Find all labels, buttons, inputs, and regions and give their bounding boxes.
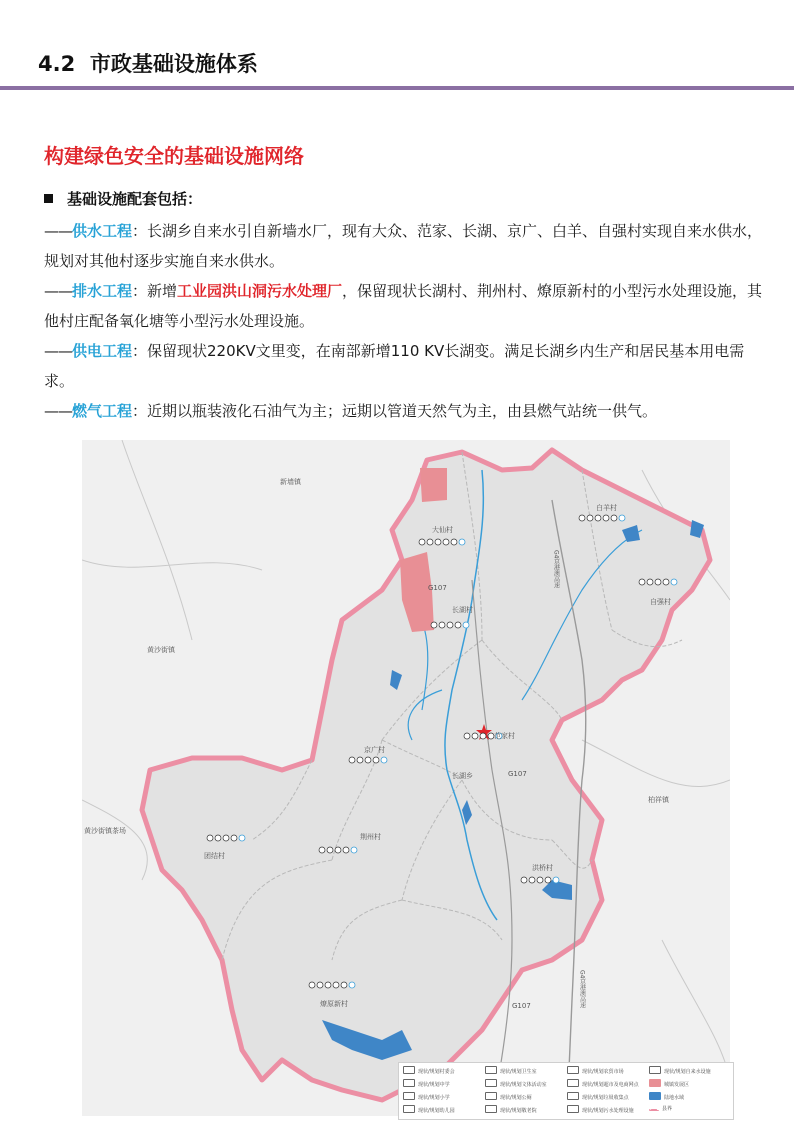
legend-item: 陆地水域 — [649, 1092, 684, 1100]
legend-sewage-facility-icon — [567, 1105, 579, 1113]
legend-village-committee-icon — [403, 1066, 415, 1074]
legend-item: 县界 — [649, 1105, 672, 1113]
village-label-daxian: 大仙村 — [432, 526, 453, 534]
water-supply-paragraph: ——供水工程：长湖乡自来水引自新墙水厂，现有大众、范家、长湖、京广、白羊、自强村实现自来水供水，规划对其他村逐步实施自来水供水。 — [44, 222, 763, 270]
title-rule — [0, 86, 794, 90]
drainage-paragraph: ——排水工程：新增工业园洪山洞污水处理厂，保留现状长湖村、荆州村、燎原新村的小型污水处理设施，其他村庄配备氧化塘等小型污水处理设施。 — [44, 282, 763, 330]
bullet-heading: 基础设施配套包括： — [44, 188, 202, 209]
legend-market-icon — [567, 1066, 579, 1074]
legend-activity-room-icon — [485, 1079, 497, 1087]
legend-item: 城镇发展区 — [649, 1079, 689, 1087]
expressway-label-north: G4京港澳高速 — [552, 550, 560, 589]
township-label: 长湖乡 — [452, 772, 473, 780]
legend-item: 现状/规划超市及电商网点 — [567, 1079, 639, 1087]
expressway-label-south: G4京港澳高速 — [578, 970, 586, 1009]
legend-item: 现状/规划卫生室 — [485, 1066, 537, 1074]
legend-nursing-home-icon — [485, 1105, 497, 1113]
legend-item: 现状/规划文体活动室 — [485, 1079, 547, 1087]
square-bullet-icon — [44, 194, 53, 203]
legend-item: 现状/规划小学 — [403, 1092, 450, 1100]
village-label-liaoyuan: 燎原新村 — [320, 1000, 348, 1008]
urban-development-north — [420, 468, 447, 502]
legend-item: 现状/规划中学 — [403, 1079, 450, 1087]
village-label-jingzhou: 荆州村 — [360, 833, 381, 841]
legend-supermarket-icon — [567, 1079, 579, 1087]
legend-item: 现状/规划污水处理设施 — [567, 1105, 634, 1113]
road-label-g107-middle: G107 — [508, 770, 527, 778]
legend-item: 现状/规划敬老院 — [485, 1105, 537, 1113]
legend-water-body-icon — [649, 1092, 661, 1100]
legend-toilet-icon — [485, 1092, 497, 1100]
village-label-baiyang: 白羊村 — [596, 504, 617, 512]
power-supply-paragraph: ——供电工程：保留现状220KV文里变，在南部新增110 KV长湖变。满足长湖乡内生产和居民基本用电需求。 — [44, 342, 745, 390]
road-label-g107-north: G107 — [428, 584, 447, 592]
village-label-hongqiao: 洪桥村 — [532, 864, 553, 872]
place-label-xinqiang: 新墙镇 — [280, 478, 301, 486]
map-canvas — [82, 440, 730, 1116]
legend-primary-school-icon — [403, 1092, 415, 1100]
map-legend — [398, 1062, 734, 1120]
road-label-g107-south: G107 — [512, 1002, 531, 1010]
legend-middle-school-icon — [403, 1079, 415, 1087]
village-label-changhu: 长湖村 — [452, 606, 473, 614]
legend-item: 现状/规划村委会 — [403, 1066, 455, 1074]
legend-county-border-icon — [649, 1109, 659, 1111]
place-label-huangshajie-tea: 黄沙街镇茶场 — [84, 827, 126, 835]
legend-clinic-icon — [485, 1066, 497, 1074]
headline: 构建绿色安全的基础设施网络 — [44, 144, 304, 168]
village-label-jingguang: 京广村 — [364, 746, 385, 754]
legend-waste-point-icon — [567, 1092, 579, 1100]
legend-item: 现状/规划垃圾收集点 — [567, 1092, 629, 1100]
legend-item: 现状/规划自来水设施 — [649, 1066, 711, 1074]
village-label-tuanjie: 团结村 — [204, 852, 225, 860]
legend-urban-area-icon — [649, 1079, 661, 1087]
infrastructure-map — [82, 440, 730, 1116]
legend-water-facility-icon — [649, 1066, 661, 1074]
legend-item: 现状/规划幼儿园 — [403, 1105, 455, 1113]
legend-item: 现状/规划农贸市场 — [567, 1066, 624, 1074]
section-title: 4.2 市政基础设施体系 — [38, 52, 258, 76]
place-label-huangshajie: 黄沙街镇 — [147, 646, 175, 654]
village-label-ziqiang: 自强村 — [650, 598, 671, 606]
village-label-fanjia: 范家村 — [494, 732, 515, 740]
legend-item: 现状/规划公厕 — [485, 1092, 532, 1100]
legend-kindergarten-icon — [403, 1105, 415, 1113]
place-label-baixiang: 柏祥镇 — [648, 796, 669, 804]
gas-supply-paragraph: ——燃气工程：近期以瓶装液化石油气为主；远期以管道天然气为主，由县燃气站统一供气。 — [44, 402, 658, 420]
